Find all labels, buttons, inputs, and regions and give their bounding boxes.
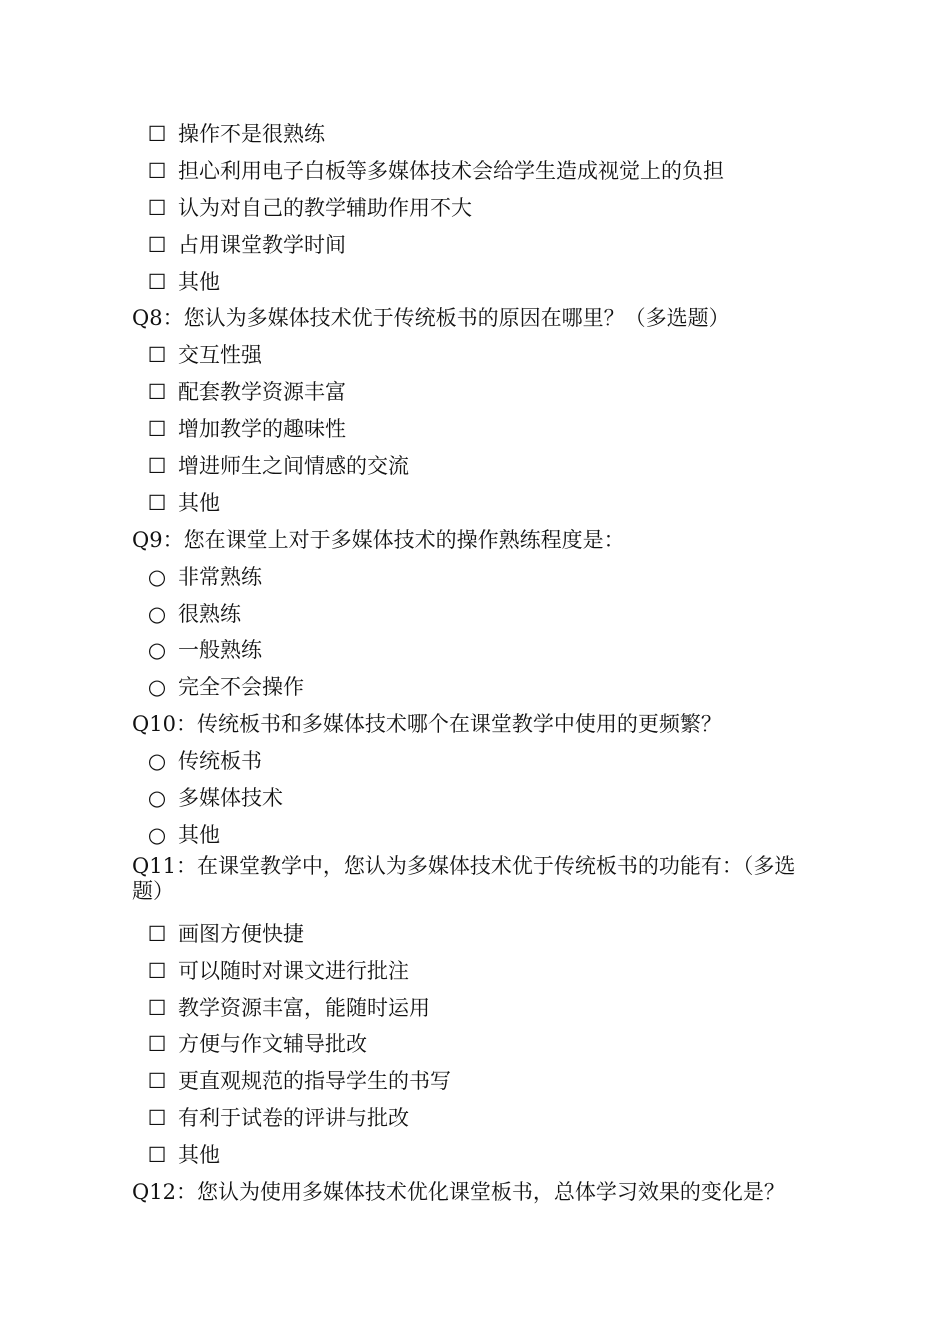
question-q8: Q8：您认为多媒体技术优于传统板书的原因在哪里？（多选题） (132, 306, 730, 331)
radio-option[interactable] (0, 632, 950, 669)
checkbox-option[interactable] (0, 116, 950, 153)
option-label: 画图方便快捷 (178, 921, 304, 946)
checkbox-option[interactable] (0, 1063, 950, 1100)
checkbox-option[interactable] (0, 1137, 950, 1174)
checkbox-icon[interactable]: ☐ (147, 958, 167, 983)
option-label: 更直观规范的指导学生的书写 (178, 1069, 451, 1094)
checkbox-icon[interactable]: ☐ (147, 158, 167, 183)
radio-option[interactable] (0, 817, 950, 854)
question-q12: Q12：您认为使用多媒体技术优化课堂板书，总体学习效果的变化是？ (132, 1180, 785, 1205)
checkbox-icon[interactable]: ☐ (147, 1143, 167, 1168)
radio-option[interactable] (0, 780, 950, 817)
checkbox-option[interactable] (0, 337, 950, 374)
checkbox-option[interactable] (0, 990, 950, 1027)
option-label: 占用课堂教学时间 (178, 232, 346, 257)
checkbox-icon[interactable]: ☐ (147, 921, 167, 946)
radio-option[interactable] (0, 669, 950, 706)
option-label: 其他 (178, 1143, 220, 1168)
checkbox-icon[interactable]: ☐ (147, 417, 167, 442)
option-label: 有利于试卷的评讲与批改 (178, 1106, 409, 1131)
option-label: 非常熟练 (178, 564, 262, 589)
checkbox-icon[interactable]: ☐ (147, 1106, 167, 1131)
option-label: 很熟练 (178, 601, 241, 626)
option-label: 交互性强 (178, 343, 262, 368)
checkbox-icon[interactable]: ☐ (147, 995, 167, 1020)
checkbox-option[interactable] (0, 153, 950, 190)
option-label: 担心利用电子白板等多媒体技术会给学生造成视觉上的负担 (178, 158, 724, 183)
questionnaire-page (0, 116, 950, 1211)
option-label: 其他 (178, 822, 220, 847)
question-q9: Q9：您在课堂上对于多媒体技术的操作熟练程度是： (132, 527, 625, 552)
option-label: 操作不是很熟练 (178, 122, 325, 146)
option-label: 一般熟练 (178, 638, 262, 663)
option-label: 增进师生之间情感的交流 (178, 454, 409, 479)
checkbox-option[interactable] (0, 953, 950, 990)
option-label: 多媒体技术 (178, 786, 283, 811)
option-label: 认为对自己的教学辅助作用不大 (178, 195, 472, 220)
checkbox-option[interactable] (0, 264, 950, 301)
checkbox-option[interactable] (0, 1100, 950, 1137)
checkbox-icon[interactable]: ☐ (147, 1069, 167, 1094)
option-label: 传统板书 (178, 749, 262, 774)
option-label: 配套教学资源丰富 (178, 380, 346, 405)
checkbox-icon[interactable]: ☐ (147, 380, 167, 405)
radio-icon[interactable]: ○ (147, 564, 167, 589)
radio-option[interactable] (0, 596, 950, 633)
question-q11: Q11：在课堂教学中，您认为多媒体技术优于传统板书的功能有：（多选题） (132, 853, 796, 903)
checkbox-option[interactable] (0, 448, 950, 485)
radio-icon[interactable]: ○ (147, 638, 167, 663)
radio-option[interactable] (0, 559, 950, 596)
checkbox-icon[interactable]: ☐ (147, 1032, 167, 1057)
radio-icon[interactable]: ○ (147, 601, 167, 626)
checkbox-option[interactable] (0, 485, 950, 522)
checkbox-icon[interactable]: ☐ (147, 343, 167, 368)
radio-icon[interactable]: ○ (147, 675, 167, 700)
checkbox-icon[interactable]: ☐ (147, 454, 167, 479)
option-label: 其他 (178, 490, 220, 515)
option-label: 可以随时对课文进行批注 (178, 958, 409, 983)
checkbox-option[interactable] (0, 411, 950, 448)
option-label: 完全不会操作 (178, 675, 304, 700)
checkbox-option[interactable] (0, 916, 950, 953)
checkbox-icon[interactable]: ☐ (147, 269, 167, 294)
checkbox-option[interactable] (0, 374, 950, 411)
radio-icon[interactable]: ○ (147, 786, 167, 811)
radio-icon[interactable]: ○ (147, 749, 167, 774)
checkbox-option[interactable] (0, 1026, 950, 1063)
checkbox-option[interactable] (0, 190, 950, 227)
question-q10: Q10：传统板书和多媒体技术哪个在课堂教学中使用的更频繁？ (132, 712, 722, 737)
radio-icon[interactable]: ○ (147, 822, 167, 847)
option-label: 增加教学的趣味性 (178, 417, 346, 442)
checkbox-icon[interactable]: ☐ (147, 232, 167, 257)
option-label: 方便与作文辅导批改 (178, 1032, 367, 1057)
option-label: 教学资源丰富，能随时运用 (178, 995, 430, 1020)
option-label: 其他 (178, 269, 220, 294)
checkbox-option[interactable] (0, 227, 950, 264)
checkbox-icon[interactable]: ☐ (147, 195, 167, 220)
radio-option[interactable] (0, 743, 950, 780)
checkbox-icon[interactable]: ☐ (147, 122, 167, 146)
checkbox-icon[interactable]: ☐ (147, 490, 167, 515)
